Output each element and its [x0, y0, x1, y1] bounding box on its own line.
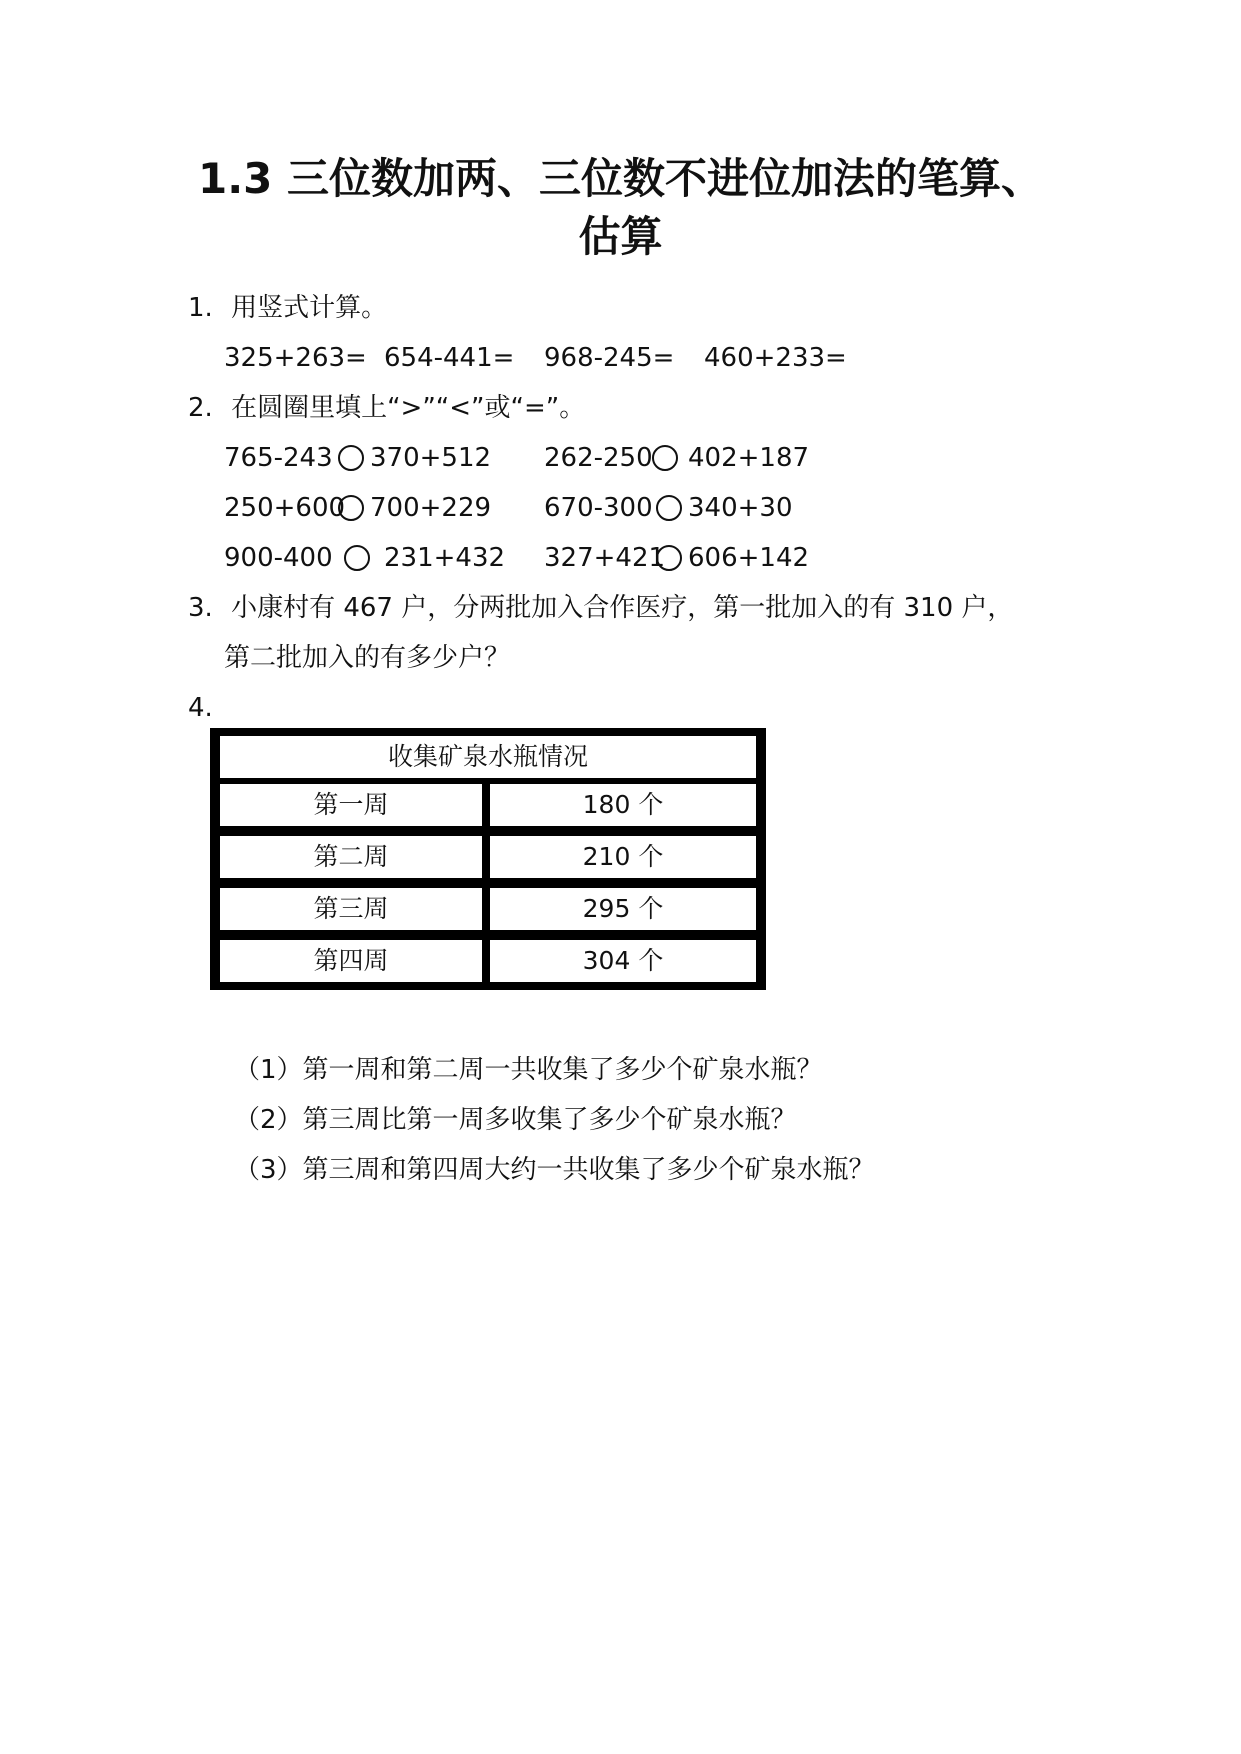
- question-2-text: 在圆圈里填上“>”“<”或“=”。: [231, 393, 586, 423]
- compare-circle[interactable]: [344, 545, 370, 571]
- question-4-number: 4.: [188, 693, 213, 723]
- calc-item-2: 654-441=: [384, 343, 515, 373]
- compare-circle[interactable]: [656, 545, 682, 571]
- question-1-number: 1.: [188, 293, 213, 323]
- question-3-line-2: 第二批加入的有多少户？: [224, 643, 511, 673]
- question-1-text: 用竖式计算。: [231, 293, 388, 323]
- calc-item-3: 968-245=: [544, 343, 675, 373]
- question-2: [188, 390, 585, 426]
- bottle-collection-table: [210, 728, 766, 990]
- compare-left-expr: 670-300: [544, 493, 653, 523]
- table-cell-week: 第一周: [220, 784, 482, 826]
- calc-item-4: 460+233=: [704, 343, 847, 373]
- compare-left-expr: 327+421: [544, 543, 666, 573]
- compare-right-expr: 370+512: [370, 443, 492, 473]
- question-3-line-1: 小康村有 467 户，分两批加入合作医疗，第一批加入的有 310 户，: [231, 593, 1014, 623]
- compare-circle[interactable]: [652, 445, 678, 471]
- calc-item-1: 325+263=: [224, 343, 367, 373]
- compare-right-expr: 340+30: [688, 493, 793, 523]
- compare-circle[interactable]: [338, 445, 364, 471]
- compare-right-expr: 606+142: [688, 543, 810, 573]
- question-2-number: 2.: [188, 393, 213, 423]
- compare-right-expr: 700+229: [370, 493, 492, 523]
- compare-left-expr: 262-250: [544, 443, 653, 473]
- table-cell-count: 180 个: [490, 784, 756, 826]
- compare-left-expr: 900-400: [224, 543, 333, 573]
- compare-circle[interactable]: [338, 495, 364, 521]
- table-cell-count: 304 个: [490, 940, 756, 982]
- table-title: 收集矿泉水瓶情况: [220, 736, 756, 778]
- title-line-2: 估算: [578, 212, 663, 261]
- compare-left-expr: 765-243: [224, 443, 333, 473]
- compare-left-expr: 250+600: [224, 493, 346, 523]
- table-cell-count: 210 个: [490, 836, 756, 878]
- question-3-number: 3.: [188, 593, 213, 623]
- title-line-1: 1.3 三位数加两、三位数不进位加法的笔算、: [197, 154, 1044, 203]
- question-1: [188, 290, 387, 326]
- compare-circle[interactable]: [656, 495, 682, 521]
- question-3: [188, 590, 1013, 626]
- table-cell-week: 第三周: [220, 888, 482, 930]
- page-title: [150, 150, 1091, 266]
- sub-question-1: （1）第一周和第二周一共收集了多少个矿泉水瓶？: [234, 1055, 823, 1085]
- table-cell-week: 第二周: [220, 836, 482, 878]
- compare-right-expr: 402+187: [688, 443, 810, 473]
- compare-right-expr: 231+432: [384, 543, 506, 573]
- table-cell-count: 295 个: [490, 888, 756, 930]
- sub-question-2: （2）第三周比第一周多收集了多少个矿泉水瓶？: [234, 1105, 797, 1135]
- sub-question-3: （3）第三周和第四周大约一共收集了多少个矿泉水瓶？: [234, 1155, 875, 1185]
- table-cell-week: 第四周: [220, 940, 482, 982]
